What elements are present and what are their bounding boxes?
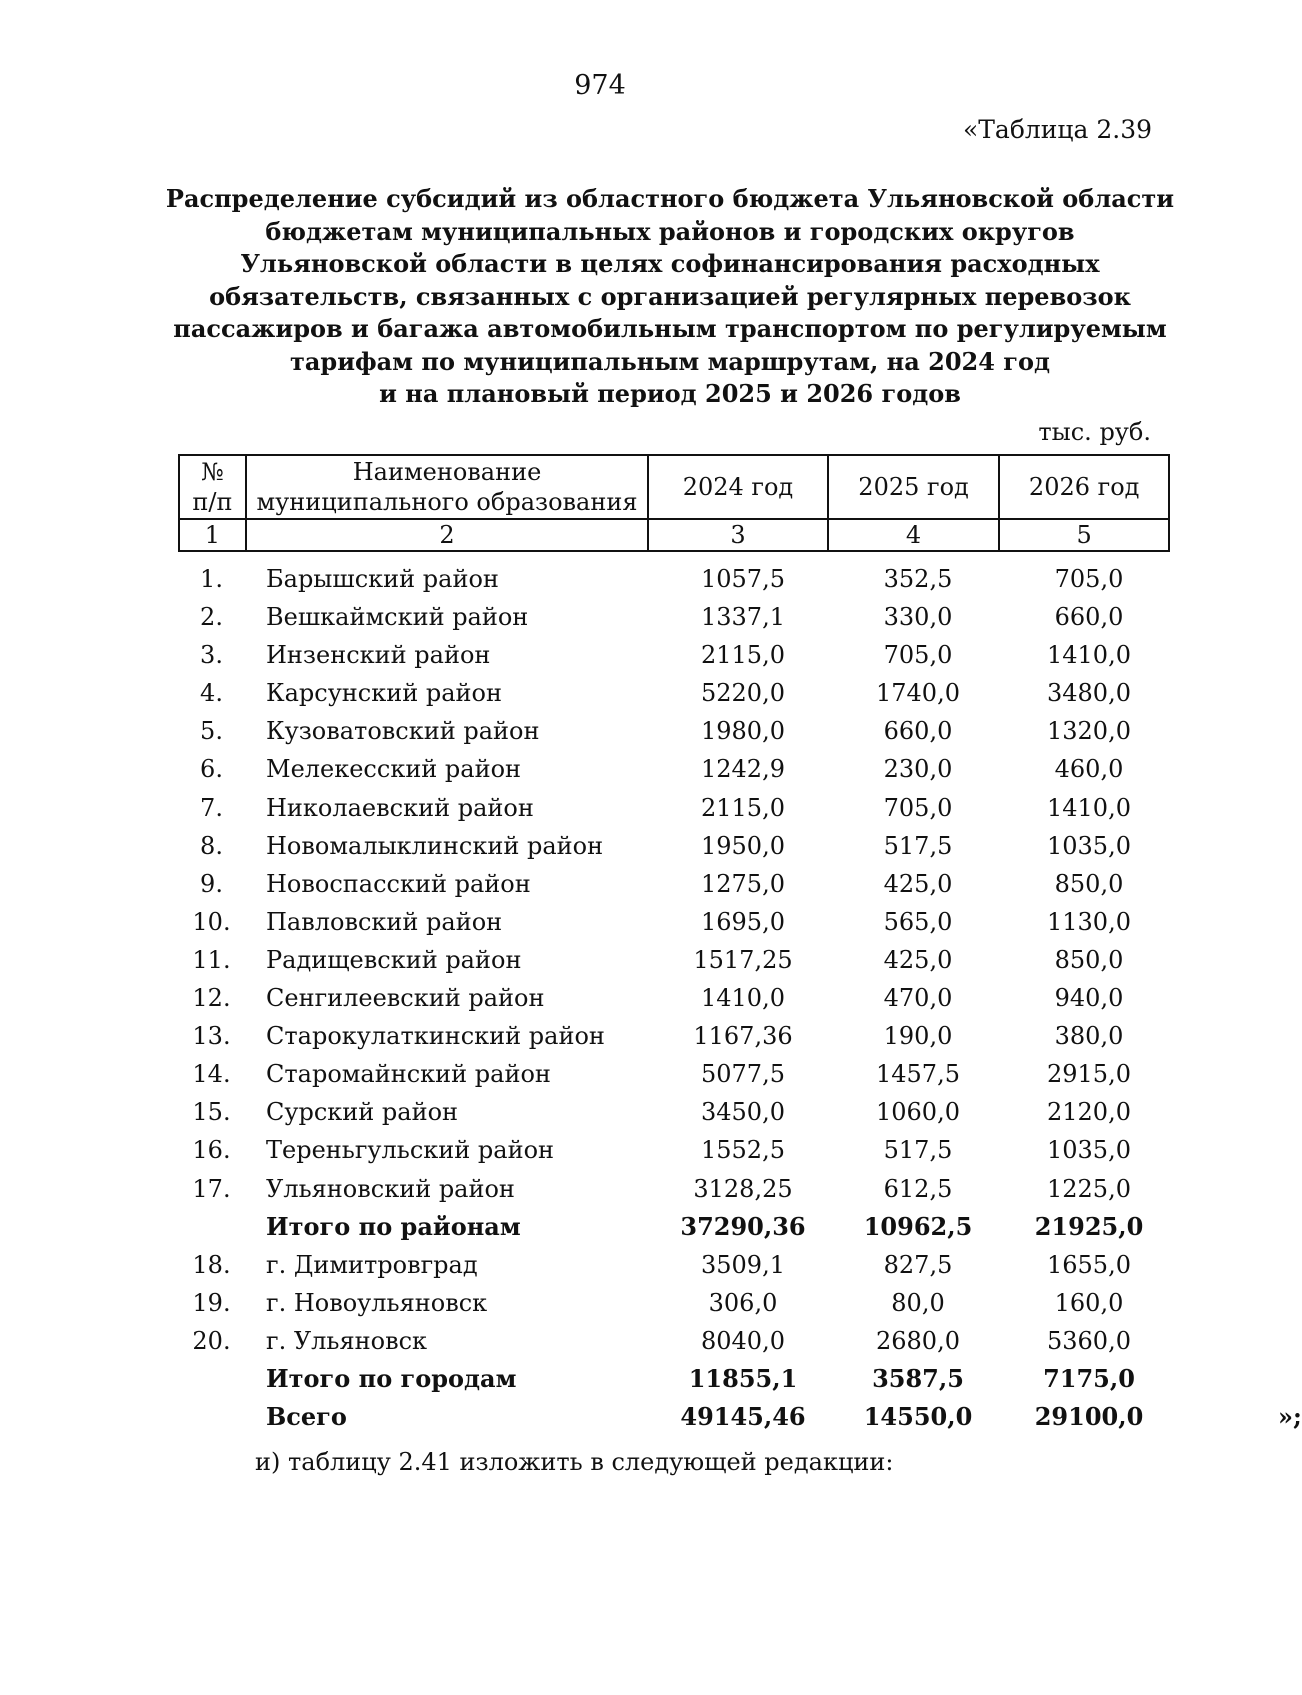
row-value-2025: 612,5 [883,1174,953,1203]
table-reference: «Таблица 2.39 [962,115,1152,144]
row-name: Барышский район [266,565,499,593]
row-number: 20. [192,1326,231,1355]
table-row [178,1246,1170,1284]
row-value-2025: 425,0 [883,945,953,974]
header-name [246,455,648,519]
row-name: г. Ульяновск [266,1326,428,1355]
row-value-2025: 705,0 [883,641,953,670]
row-value-2025: 230,0 [883,755,953,784]
row-value-2025: 565,0 [883,907,953,936]
table-title [130,183,1210,411]
row-name: Ульяновский район [266,1174,515,1203]
row-number: 5. [200,717,223,746]
title-line: и на плановый период 2025 и 2026 годов [379,379,961,408]
title-line: тарифам по муниципальным маршрутам, на 2024 год [289,346,1051,376]
row-value-2024: 1337,1 [701,603,785,632]
row-value-2024: 1517,25 [693,945,793,974]
table-header [178,454,1170,552]
row-value-2024: 3509,1 [701,1250,785,1279]
row-number: 4. [200,679,223,708]
row-name: Мелекесский район [266,755,522,784]
row-name: Новоспасский район [266,869,531,898]
row-value-2024: 8040,0 [701,1326,785,1355]
header-num-line1: № [201,458,224,486]
row-value-2026: 705,0 [1054,565,1124,593]
row-number: 15. [192,1098,231,1127]
row-value-2024: 1980,0 [701,717,785,746]
row-name: Старокулаткинский район [266,1022,605,1051]
row-number: 13. [192,1022,231,1051]
row-value-2024: 2115,0 [701,641,785,670]
header-num [179,455,246,519]
row-name: Сурский район [266,1098,459,1127]
row-value-2025: 1060,0 [876,1098,960,1127]
row-value-2026: 1035,0 [1047,831,1131,860]
row-value-2026: 7175,0 [1043,1363,1135,1393]
row-value-2026: 660,0 [1054,603,1124,632]
table-row [178,941,1170,979]
row-name: Карсунский район [266,679,502,708]
row-number: 6. [200,755,223,784]
row-value-2024: 3128,25 [693,1174,793,1203]
row-value-2024: 1410,0 [701,984,785,1013]
row-name: Вешкаймский район [266,603,529,632]
row-number: 14. [192,1060,231,1089]
table-row [178,903,1170,941]
row-value-2026: 940,0 [1054,984,1124,1013]
row-name: Итого по городам [266,1363,517,1393]
row-value-2026: 160,0 [1054,1288,1124,1317]
row-value-2025: 660,0 [883,717,953,746]
row-value-2024: 306,0 [708,1288,778,1317]
row-value-2026: 3480,0 [1047,679,1131,708]
title-line: Распределение субсидий из областного бюджета Ульяновской области [165,184,1175,213]
col-number-5: 5 [999,519,1169,551]
table-body [178,560,1302,1436]
total-row [178,1398,1302,1436]
title-line: бюджетам муниципальных районов и городских округов [265,216,1075,246]
row-value-2025: 705,0 [883,793,953,822]
row-value-2024: 1552,5 [701,1136,785,1165]
table-row [178,865,1170,903]
footer-text: и) таблицу 2.41 изложить в следующей редакции: [255,1448,894,1476]
row-value-2025: 1740,0 [876,679,960,708]
row-number: 3. [200,641,223,670]
table-row [178,1322,1170,1360]
row-name: Николаевский район [266,793,534,822]
row-value-2025: 80,0 [891,1288,945,1317]
row-name: Инзенский район [266,641,491,670]
header-name-line1: Наименование [352,458,542,486]
table-row [178,1093,1170,1131]
row-value-2024: 1167,36 [693,1022,793,1051]
header-2025: 2025 год [828,455,1000,519]
row-value-2025: 352,5 [883,565,953,593]
row-value-2025: 2680,0 [876,1326,960,1355]
row-value-2026: 5360,0 [1047,1326,1131,1355]
row-value-2026: 460,0 [1054,755,1124,784]
title-line: пассажиров и багажа автомобильным транспортом по регулируемым [173,314,1167,343]
row-value-2025: 190,0 [883,1022,953,1051]
row-value-2025: 330,0 [883,603,953,632]
row-number: 11. [192,945,231,974]
row-number: 16. [192,1136,231,1165]
row-value-2024: 5220,0 [701,679,785,708]
row-value-2025: 3587,5 [872,1363,964,1393]
row-value-2025: 517,5 [883,1136,953,1165]
row-value-2025: 10962,5 [863,1211,973,1241]
row-value-2026: 1410,0 [1047,641,1131,670]
row-number: 18. [192,1250,231,1279]
table-row [178,636,1170,674]
page-number: 974 [574,70,626,101]
col-number-2: 2 [246,519,648,551]
row-name: Сенгилеевский район [266,984,545,1013]
row-value-2024: 11855,1 [688,1363,798,1393]
table-row [178,1131,1170,1169]
table-row [178,674,1170,712]
row-value-2024: 3450,0 [701,1098,785,1127]
row-value-2025: 1457,5 [876,1060,960,1089]
header-name-line2: муниципального образования [256,488,638,516]
table-row [178,1055,1170,1093]
header-2024: 2024 год [648,455,828,519]
row-value-2025: 470,0 [883,984,953,1013]
row-number: 17. [192,1174,231,1203]
header-2026: 2026 год [999,455,1169,519]
row-value-2025: 14550,0 [863,1402,973,1432]
row-value-2026: 2915,0 [1047,1060,1131,1089]
row-name: г. Димитровград [266,1250,478,1279]
row-value-2025: 425,0 [883,869,953,898]
table-row [178,598,1170,636]
row-value-2026: 1035,0 [1047,1136,1131,1165]
row-value-2024: 1275,0 [701,869,785,898]
table-row [178,1170,1170,1208]
header-num-line2: п/п [192,488,233,516]
row-value-2024: 2115,0 [701,793,785,822]
row-value-2024: 1242,9 [701,755,785,784]
col-number-4: 4 [828,519,1000,551]
row-name: Итого по районам [266,1211,521,1241]
row-value-2026: 850,0 [1054,869,1124,898]
row-name: Кузоватовский район [266,717,540,746]
row-value-2024: 37290,36 [680,1211,806,1241]
row-number: 8. [200,831,223,860]
row-name: Павловский район [266,907,503,936]
title-line: обязательств, связанных с организацией регулярных перевозок [209,281,1131,311]
row-value-2026: 1410,0 [1047,793,1131,822]
row-number: 7. [200,793,223,822]
table-row [178,560,1170,598]
row-value-2024: 1950,0 [701,831,785,860]
row-value-2026: 380,0 [1054,1022,1124,1051]
row-number: 2. [200,603,223,632]
row-value-2026: 850,0 [1054,945,1124,974]
row-number: 10. [192,907,231,936]
total-row [178,1208,1170,1246]
row-number: 19. [192,1288,231,1317]
row-name: Тереньгульский район [266,1136,555,1165]
row-number: 9. [200,869,223,898]
row-number: 12. [192,984,231,1013]
row-value-2026: 1130,0 [1047,907,1131,936]
row-value-2026: 1225,0 [1047,1174,1131,1203]
row-value-2026: 1320,0 [1047,717,1131,746]
row-name: Старомайнский район [266,1060,551,1089]
title-line: Ульяновской области в целях софинансирования расходных [240,249,1100,278]
row-value-2024: 1695,0 [701,907,785,936]
row-name: Радищевский район [266,945,522,974]
table-row [178,789,1170,827]
row-value-2025: 827,5 [883,1250,953,1279]
table-row [178,712,1170,750]
units-label: тыс. руб. [1038,418,1151,446]
table-row [178,750,1170,788]
table-row [178,1017,1170,1055]
col-number-1: 1 [179,519,246,551]
table-row [178,827,1170,865]
row-number: 1. [200,565,223,593]
row-value-2024: 5077,5 [701,1060,785,1089]
row-name: г. Новоульяновск [266,1288,488,1317]
row-name: Новомалыклинский район [266,831,604,860]
row-value-2026: 29100,0 [1034,1402,1144,1432]
row-value-2024: 1057,5 [701,565,785,593]
row-value-2025: 517,5 [883,831,953,860]
col-number-3: 3 [648,519,828,551]
row-value-2026: 21925,0 [1034,1211,1144,1241]
row-name: Всего [266,1402,347,1432]
table-row [178,979,1170,1017]
table-row [178,1284,1170,1322]
row-value-2026: 2120,0 [1047,1098,1131,1127]
closing-quote: »; [1278,1402,1302,1432]
row-value-2026: 1655,0 [1047,1250,1131,1279]
total-row [178,1360,1170,1398]
row-value-2024: 49145,46 [680,1402,806,1432]
